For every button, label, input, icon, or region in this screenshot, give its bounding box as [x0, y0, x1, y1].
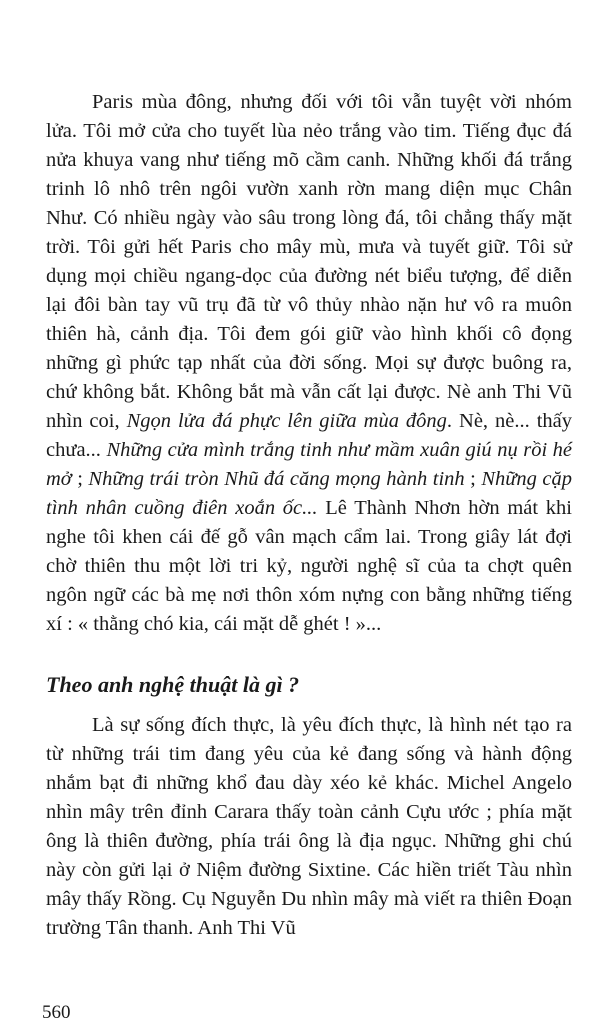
paragraph-1 [46, 88, 572, 639]
paragraph-1-run-1: Paris mùa đông, nhưng đối với tôi vẫn tuyệt vời nhóm lửa. Tôi mở cửa cho tuyết lùa nẻo trắng vào tim. Tiếng đục đá nửa khuya vang như tiếng mõ cầm canh. Những khối đá trắng trinh lô nhô trên ngôi vườn xanh rờn mang diện mục Chân Như. Có nhiều ngày vào sâu trong lòng đá, tôi chẳng thấy mặt trời. Tôi gửi hết Paris cho mây mù, mưa và tuyết giữ. Tôi sử dụng mọi chiều ngang-dọc của đường nét biểu tượng, để diễn lại đôi bàn tay vũ trụ đã từ vô thủy nhào nặn hư vô ra muôn thiên hà, cảnh địa. Tôi đem gói giữ vào hình khối cô đọng những gì phức tạp nhất của đời sống. Mọi sự được buông ra, chứ không bắt. Không bắt mà vẫn cất lại được. Nè anh Thi Vũ nhìn coi, [46, 91, 572, 432]
quote-nhung-trai-tron: Những trái tròn Nhũ đá căng mọng hành tinh [88, 468, 465, 490]
quote-nhung-cap-tinh-nhan: Những cặp tình nhân cuồng điên xoắn ốc... [46, 468, 573, 519]
section-heading: Theo anh nghệ thuật là gì ? [46, 672, 300, 697]
page-number: 560 [42, 1002, 71, 1023]
paragraph-1-run-3: ; [71, 468, 89, 490]
quote-ngon-lua: Ngọn lửa đá phực lên giữa mùa đông [126, 410, 447, 432]
paragraph-1-run-5: Lê Thành Nhơn hờn mát khi nghe tôi khen cái đế gỗ vân mạch cẩm lai. Trong giây lát đợi chờ thiên thu một lời tri kỷ, người nghệ sĩ của ta chợt quên ngôn ngữ các bà mẹ nơi thôn xóm nựng con bằng những tiếng xí : « thằng chó kia, cái mặt dễ ghét ! »... [46, 497, 573, 635]
paragraph-1-text [46, 88, 572, 639]
paragraph-1-run-4: ; [464, 468, 482, 490]
paragraph-2 [46, 711, 572, 943]
paragraph-1-run-2: . Nè, nè... thấy chưa... [46, 410, 573, 461]
quote-nhung-cua-minh: Những cửa mình trắng tinh như mầm xuân giú nụ rồi hé mở [46, 439, 573, 490]
paragraph-2-text: Là sự sống đích thực, là yêu đích thực, là hình nét tạo ra từ những trái tim đang yêu của kẻ đang sống và hành động nhắm bạt đi những khổ đau dày xéo kẻ khác. Michel Angelo nhìn mây trên đỉnh Carara thấy toàn cảnh Cựu ước ; phía mặt ông là thiên đường, phía trái ông là địa ngục. Những ghi chú này còn gửi lại ở Niệm đường Sixtine. Các hiền triết Tàu nhìn mây thấy Rồng. Cụ Nguyễn Du nhìn mây mà viết ra thiên Đoạn trường Tân thanh. Anh Thi Vũ [46, 714, 572, 939]
